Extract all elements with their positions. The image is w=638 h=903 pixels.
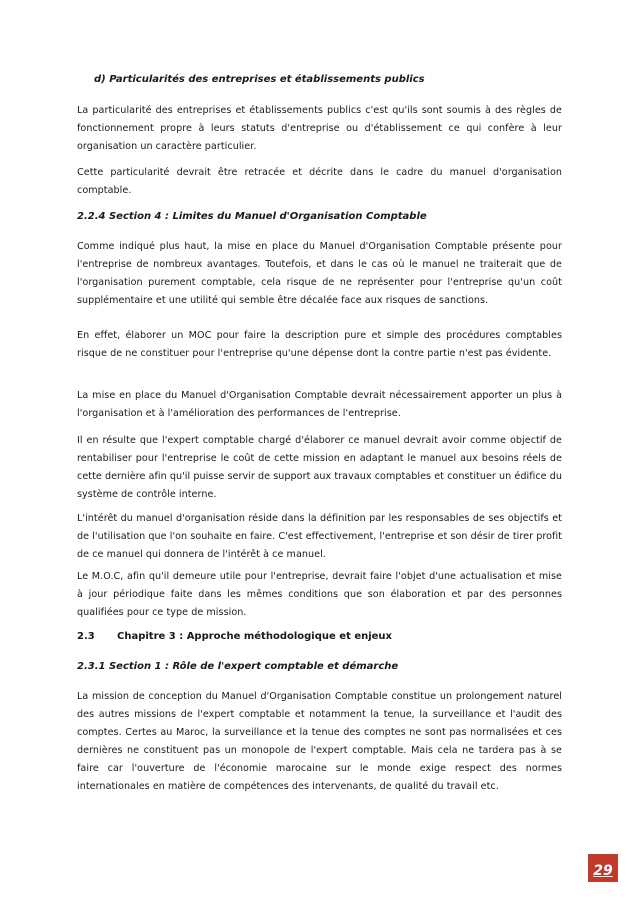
page-number: 29 xyxy=(593,863,613,879)
heading-chapitre-3-title: Chapitre 3 : Approche méthodologique et enjeux xyxy=(117,631,393,642)
heading-chapitre-3 xyxy=(77,630,562,644)
heading-section-2-2-4: 2.2.4 Section 4 : Limites du Manuel d'Organisation Comptable xyxy=(77,211,427,222)
page-number-badge xyxy=(588,854,618,882)
paragraph-4: En effet, élaborer un MOC pour faire la description pure et simple des procédures comptables risque de ne constituer pour l'entreprise qu'une dépense dont la contre partie n'est pas évidente. xyxy=(77,330,562,359)
paragraph-2: Cette particularité devrait être retracée et décrite dans le cadre du manuel d'organisation comptable. xyxy=(77,167,562,196)
paragraph-5: La mise en place du Manuel d'Organisation Comptable devrait nécessairement apporter un plus à l'organisation et à l'amélioration des performances de l'entreprise. xyxy=(77,390,562,419)
heading-chapitre-3-number: 2.3 xyxy=(77,631,95,642)
paragraph-8: Le M.O.C, afin qu'il demeure utile pour l'entreprise, devrait faire l'objet d'une actualisation et mise à jour périodique faite dans les mêmes conditions que son élaboration et par des personnes qualifiées pour ce type de mission. xyxy=(77,571,562,618)
paragraph-1: La particularité des entreprises et établissements publics c'est qu'ils sont soumis à des règles de fonctionnement propre à leurs statuts d'entreprise ou d'établissement ce qui confère à leur organisation un caractère particulier. xyxy=(77,105,562,152)
heading-section-2-3-1: 2.3.1 Section 1 : Rôle de l'expert comptable et démarche xyxy=(77,661,399,672)
paragraph-3: Comme indiqué plus haut, la mise en place du Manuel d'Organisation Comptable présente pour l'entreprise de nombreux avantages. Toutefois, et dans le cas où le manuel ne traiterait que de l'organisation purement comptable, cela risque de ne représenter pour l'entreprise qu'un coût supplémentaire et une utilité qui semble être décalée face aux risques de sanctions. xyxy=(77,241,562,306)
paragraph-7: L'intérêt du manuel d'organisation réside dans la définition par les responsables de ses objectifs et de l'utilisation que l'on souhaite en faire. C'est effectivement, l'entreprise et son désir de tirer profit de ce manuel qui donnera de l'intérêt à ce manuel. xyxy=(77,513,562,560)
paragraph-9: La mission de conception du Manuel d'Organisation Comptable constitue un prolongement naturel des autres missions de l'expert comptable et notamment la tenue, la surveillance et l'audit des comptes. Certes au Maroc, la surveillance et la tenue des comptes ne sont pas normalisées et ces dernières ne constituent pas un monopole de l'expert comptable. Mais cela ne tardera pas à se faire car l'ouverture de l'économie marocaine sur le monde exige respect des normes internationales en matière de compétences des intervenants, de qualité du travail etc. xyxy=(77,691,562,792)
paragraph-6: Il en résulte que l'expert comptable chargé d'élaborer ce manuel devrait avoir comme objectif de rentabiliser pour l'entreprise le coût de cette mission en adaptant le manuel aux besoins réels de cette dernière afin qu'il puisse servir de support aux travaux comptables et constituer un édifice du système de contrôle interne. xyxy=(77,435,562,500)
heading-particularites: d) Particularités des entreprises et établissements publics xyxy=(94,74,425,85)
